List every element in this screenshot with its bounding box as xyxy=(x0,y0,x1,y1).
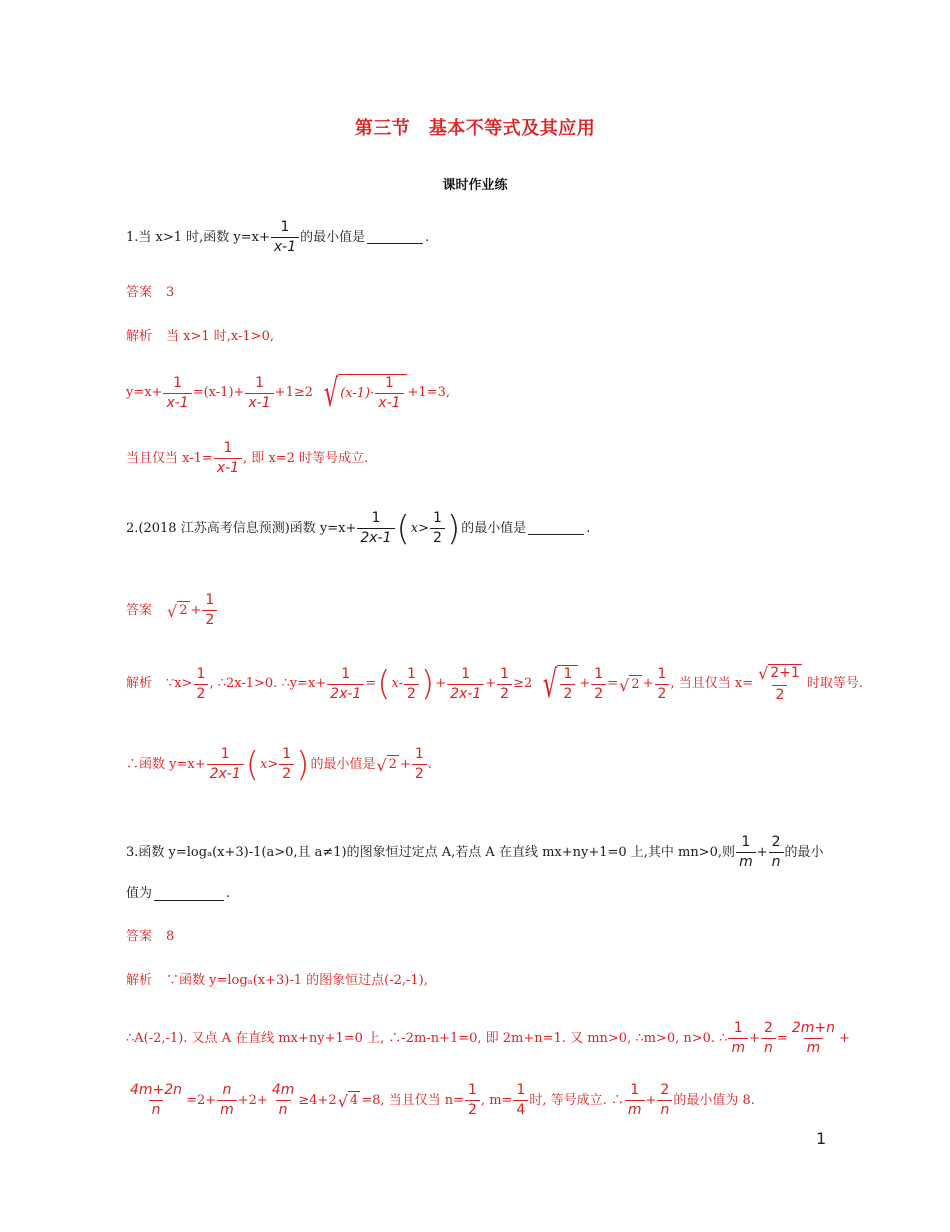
fraction: $\frac{1}{2}$ xyxy=(279,746,294,783)
fraction: $\frac{1}{2x-1}$ xyxy=(357,510,394,547)
question-2: 2.(2018 江苏高考信息预测)函数 y=x+ $\frac{1}{2x-1}$ ( x> $\frac{1}{2}$ ) 的最小值是 . xyxy=(126,508,591,549)
question-1: 1.当 x>1 时,函数 y=x+ $\frac{1}{x-1}$ 的最小值是 . xyxy=(126,219,430,255)
page-title: 第三节 基本不等式及其应用 xyxy=(354,118,596,139)
fraction: $\frac{1}{2x-1}$ xyxy=(447,666,484,703)
square-root: √ 4 xyxy=(337,1092,359,1111)
fraction: $\frac{1}{2}$ xyxy=(497,666,512,703)
square-root: √ 2 xyxy=(619,675,640,695)
fraction: $\frac{1}{2}$ xyxy=(465,1082,480,1119)
fraction: $\frac{1}{x-1}$ xyxy=(245,375,273,412)
q2-analysis-line1: 解析 ∵x> $\frac{1}{2}$ , ∴2x-1>0. ∴y=x+ $\frac{1}{2x-1}$ = ( x- $\frac{1}{2}$ ) + $\frac{1}{2x-1}$ + $\frac{1}{2}$ ≥2 √ $\frac{1}{2}$ + $\frac{1}{2}$ = √ 2 + $\frac{1}{2}$ , 当且仅当 x= √ 2+1 2 时取等号. xyxy=(126,662,863,706)
page-number: 1 xyxy=(816,1129,827,1148)
fraction: $\frac{1}{2x-1}$ xyxy=(327,666,364,703)
fraction: $\frac{1}{2}$ xyxy=(560,666,575,703)
q3-analysis-line3: $\frac{4m+2n}{n}$ =2+ $\frac{n}{m}$ +2+ $\frac{4m}{n}$ ≥4+2 √ 4 =8, 当且仅当 n= $\frac{1}{2}$ , m= $\frac{1}{4}$ 时, 等号成立. ∴ $\frac{1}{m}$ + $\frac{2}{n}$ 的最小值为 8. xyxy=(126,1082,755,1119)
answer-blank xyxy=(528,522,584,535)
q3-answer: 答案 8 xyxy=(126,929,175,944)
q2-stem: 2.(2018 江苏高考信息预测)函数 y=x+ xyxy=(126,520,357,536)
page-subtitle: 课时作业练 xyxy=(442,178,508,193)
answer-blank xyxy=(154,888,224,901)
q1-analysis-line2: y=x+ $\frac{1}{x-1}$ =(x-1)+ $\frac{1}{x-1}$ +1≥2 √ (x-1)· $\frac{1}{x-1}$ +1=3, xyxy=(126,371,450,415)
fraction: $\frac{1}{x-1}$ xyxy=(214,440,242,477)
square-root: √ 2 xyxy=(376,756,397,775)
fraction: $\frac{2}{n}$ xyxy=(657,1082,672,1119)
fraction: $\frac{1}{4}$ xyxy=(513,1082,528,1119)
q1-stem: 1.当 x>1 时,函数 y=x+ xyxy=(126,229,270,245)
q2-answer: 答案 √ 2 + $\frac{1}{2}$ xyxy=(126,592,218,629)
square-root: √ 2+1 xyxy=(758,664,800,683)
square-root: √ 2 xyxy=(167,602,188,621)
fraction: $\frac{1}{2}$ xyxy=(430,510,445,547)
square-root: √ (x-1)· $\frac{1}{x-1}$ xyxy=(314,374,407,412)
fraction: $\frac{1}{2}$ xyxy=(412,746,427,783)
fraction: $\frac{n}{m}$ xyxy=(217,1082,237,1119)
question-3-line2: 值为 . xyxy=(126,886,231,901)
q3-analysis-line1: 解析 ∵函数 y=logₐ(x+3)-1 的图象恒过点(-2,-1), xyxy=(126,973,428,988)
fraction: $\frac{1}{x-1}$ xyxy=(271,219,299,256)
fraction: $\frac{1}{2}$ xyxy=(655,666,670,703)
fraction: $\frac{1}{x-1}$ xyxy=(163,375,191,412)
fraction: $\frac{4m}{n}$ xyxy=(271,1082,295,1118)
fraction: $\frac{2}{n}$ xyxy=(761,1020,776,1057)
fraction: $\frac{1}{2}$ xyxy=(591,666,606,703)
answer-blank xyxy=(367,231,423,244)
q1-answer: 答案 3 xyxy=(126,285,175,300)
q3-stem: 3.函数 y=logₐ(x+3)-1(a>0,且 a≠1)的图象恒过定点 A,若点 A 在直线 mx+ny+1=0 上,其中 mn>0,则 xyxy=(126,844,736,860)
fraction: $\frac{1}{m}$ xyxy=(736,834,756,871)
q1-analysis-line1: 解析 当 x>1 时,x-1>0, xyxy=(126,329,274,344)
q2-analysis-line2: ∴函数 y=x+ $\frac{1}{2x-1}$ ( x> $\frac{1}{2}$ ) 的最小值是 √ 2 + $\frac{1}{2}$ . xyxy=(126,744,432,785)
fraction: $\frac{2m+n}{m}$ xyxy=(791,1020,835,1056)
fraction: $\frac{4m+2n}{n}$ xyxy=(130,1082,183,1118)
square-root: √ $\frac{1}{2}$ xyxy=(533,665,578,703)
q3-analysis-line2: ∴A(-2,-1). 又点 A 在直线 mx+ny+1=0 上, ∴-2m-n+1=0, 即 2m+n=1. 又 mn>0, ∴m>0, n>0. ∴ $\frac{1}{m}$ + $\frac{2}{n}$ = $\frac{2m+n}{m}$ + xyxy=(126,1020,850,1056)
q1-analysis-line3: 当且仅当 x-1= $\frac{1}{x-1}$ , 即 x=2 时等号成立. xyxy=(126,440,369,476)
fraction: $\frac{1}{2}$ xyxy=(202,592,217,629)
question-3: 3.函数 y=logₐ(x+3)-1(a>0,且 a≠1)的图象恒过定点 A,若点 A 在直线 mx+ny+1=0 上,其中 mn>0,则 $\frac{1}{m}$ + $\frac{2}{n}$ 的最小 xyxy=(126,834,824,870)
fraction: $\frac{1}{x-1}$ xyxy=(375,375,403,412)
fraction: $\frac{1}{m}$ xyxy=(728,1020,748,1057)
fraction: $\frac{1}{m}$ xyxy=(625,1082,645,1119)
fraction: $\frac{1}{2}$ xyxy=(194,666,209,703)
fraction: $\frac{1}{2x-1}$ xyxy=(207,746,244,783)
fraction: $\frac{1}{2}$ xyxy=(404,666,419,703)
fraction: $\frac{2}{n}$ xyxy=(769,834,784,871)
fraction: √ 2+1 2 xyxy=(758,664,800,703)
